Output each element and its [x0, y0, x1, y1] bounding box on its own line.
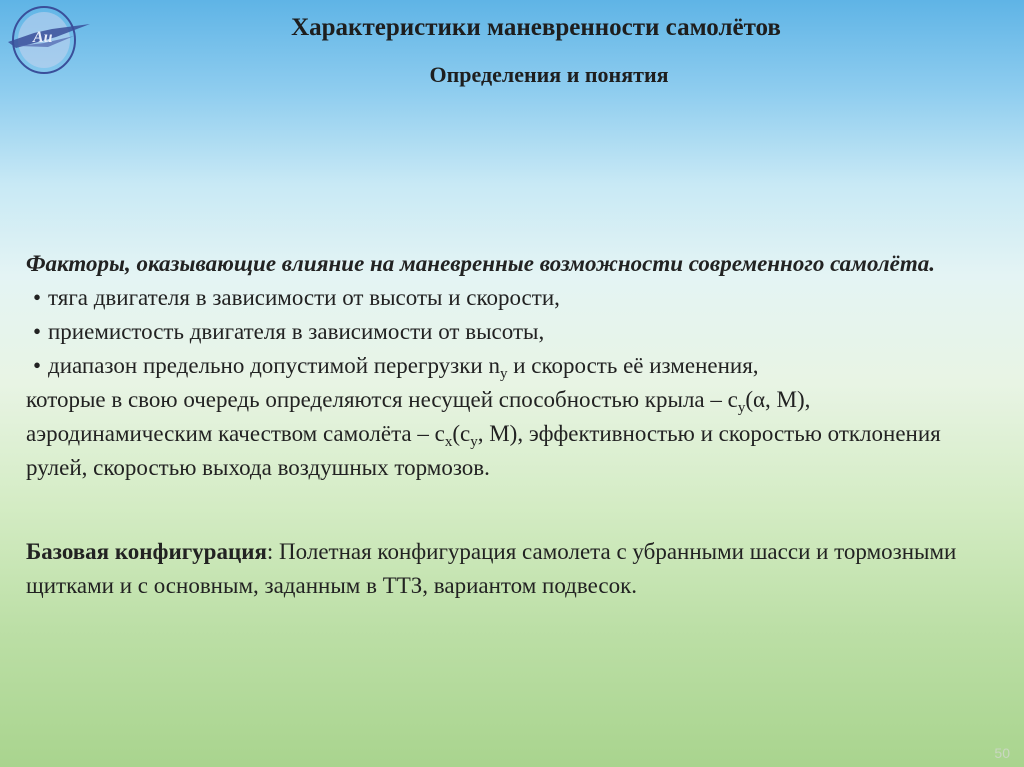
page-number: 50 — [994, 745, 1010, 761]
bullet-item — [26, 315, 998, 349]
text-run: , M), эффективностью и скоростью отклонения рулей, скоростью выхода воздушных тормозов. — [26, 421, 941, 480]
text-run: которые в свою очередь определяются несущей способностью крыла – c — [26, 387, 738, 412]
bullet-text: тяга двигателя в зависимости от высоты и скорости, — [48, 285, 560, 310]
slide-body — [26, 247, 998, 603]
subscript: y — [737, 400, 746, 416]
subscript: x — [444, 434, 453, 450]
text-run: (c — [452, 421, 471, 446]
text-run: (α, M), аэродинамическим качеством самолёта – c — [26, 387, 811, 446]
bullet-text: и скорость её изменения, — [507, 353, 759, 378]
slide-subtitle: Определения и понятия — [429, 62, 669, 87]
factors-heading: Факторы, оказывающие влияние на маневренные возможности современного самолёта. — [26, 251, 936, 276]
bullet-text: приемистость двигателя в зависимости от высоты, — [48, 319, 545, 344]
subscript: y — [470, 434, 478, 450]
base-configuration — [26, 535, 998, 603]
bullet-text: диапазон предельно допустимой перегрузки n — [48, 353, 500, 378]
slide-title: Характеристики маневренности самолётов — [291, 14, 781, 41]
bullet-mark: • — [32, 353, 42, 378]
base-configuration-label: Базовая конфигурация — [26, 539, 267, 564]
factors-continuation — [26, 383, 998, 485]
bullet-item — [26, 281, 998, 315]
bullet-mark: • — [32, 319, 42, 344]
bullet-item — [26, 349, 998, 383]
logo-text: Аи — [33, 29, 53, 46]
subscript: y — [499, 366, 508, 382]
base-configuration-text: : Полетная конфигурация самолета с убранными шасси и тормозными щитками и с основным, заданным в ТТЗ, вариантом подвесок. — [26, 539, 957, 598]
bullet-mark: • — [32, 285, 42, 310]
